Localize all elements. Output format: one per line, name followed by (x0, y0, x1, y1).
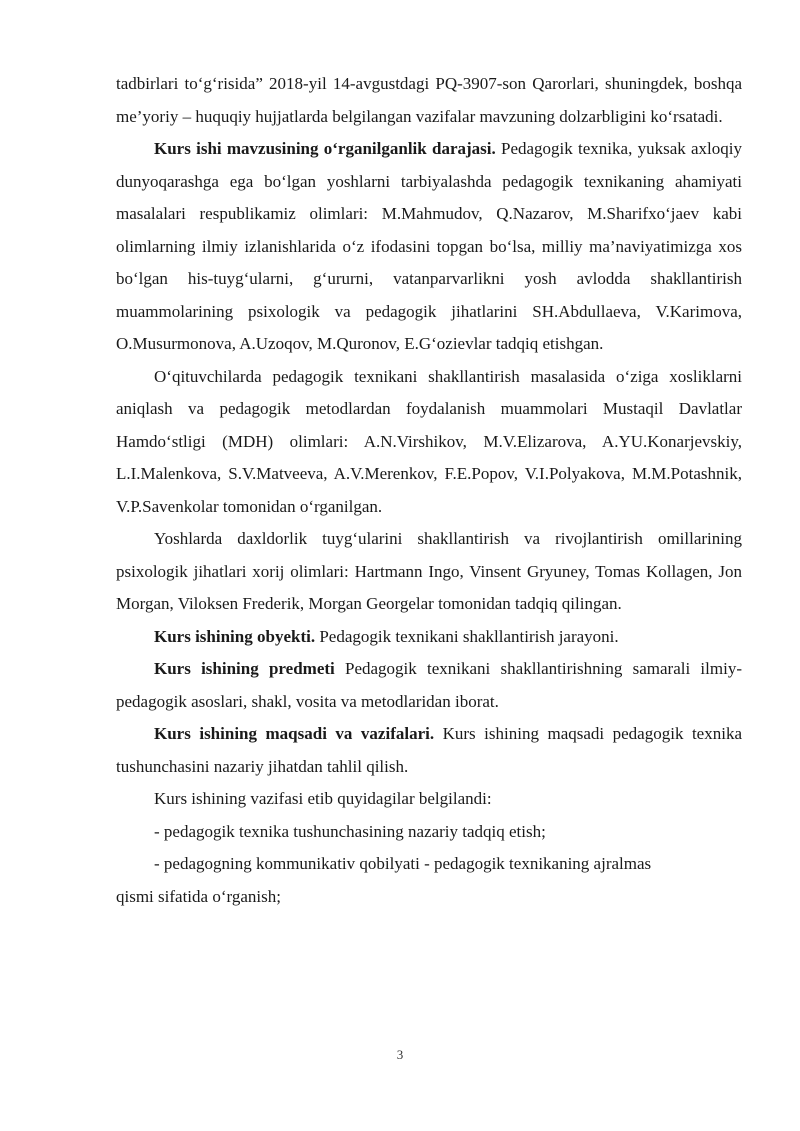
paragraph-foreign-scholars: Yoshlarda daxldorlik tuyg‘ularini shakllantirish va rivojlantirish omillarining psixologik jihatlari xorij olimlari: Hartmann Ingo, Vinsent Gryuney, Tomas Kollagen, Jon Morgan, Viloksen Frederik, Morgan Georgelar tomonidan tadqiq qilingan. (116, 529, 742, 613)
list-item-task-2-line-2: qismi sifatida o‘rganish; (116, 886, 281, 906)
paragraph-goals (116, 718, 742, 783)
text-study-level: Pedagogik texnika, yuksak axloqiy dunyoqarashga ega bo‘lgan yoshlarni tarbiyalashda pedagogik texnikaning ahamiyati masalalari respublikamiz olimlari: M.Mahmudov, Q.Nazarov, M.Sharifxo‘jaev kabi olimlarning ilmiy izlanishlarida o‘z ifodasini topgan bo‘lsa, milliy ma’naviyatimizga xos bo‘lgan his-tuyg‘ularni, g‘ururni, vatanparvarlikni yosh avlodda shakllantirish muammolarining psixologik va pedagogik jihatlarini SH.Abdullaeva, V.Karimova, O.Musurmonova, A.Uzoqov, M.Quronov, E.G‘ozievlar tadqiq etishgan. (116, 139, 742, 353)
paragraph-subject (116, 653, 742, 718)
heading-goals: Kurs ishining maqsadi va vazifalari. (154, 724, 435, 743)
heading-object: Kurs ishining obyekti. (154, 626, 316, 646)
text-goals: Kurs ishining maqsadi pedagogik texnika tushunchasini nazariy jihatdan tahlil qilish. (116, 724, 742, 776)
paragraph-object (116, 621, 742, 654)
heading-study-level: Kurs ishi mavzusining o‘rganilganlik darajasi. (154, 139, 496, 158)
document-page (116, 68, 742, 913)
list-item-task-2-line-1: - pedagogning kommunikativ qobilyati - pedagogik texnikaning ajralmas (154, 854, 652, 873)
heading-subject: Kurs ishining predmeti (154, 659, 335, 678)
paragraph-tasks-intro: Kurs ishining vazifasi etib quyidagilar belgilandi: (154, 789, 492, 808)
text-object: Pedagogik texnikani shakllantirish jarayoni. (315, 626, 619, 646)
paragraph-cis-scholars: O‘qituvchilarda pedagogik texnikani shakllantirish masalasida o‘ziga xosliklarni aniqlash va pedagogik metodlardan foydalanish muammolari Mustaqil Davlatlar Hamdo‘stligi (MDH) olimlari: A.N.Virshikov, M.V.Elizarova, A.YU.Konarjevskiy, L.I.Malenkova, S.V.Matveeva, A.V.Merenkov, F.E.Popov, V.I.Polyakova, M.M.Potashnik, V.P.Savenkolar tomonidan o‘rganilgan. (116, 366, 742, 516)
paragraph-intro-continuation: tadbirlari to‘g‘risida” 2018-yil 14-avgustdagi PQ-3907-son Qarorlari, shuningdek, boshqa me’yoriy – huquqiy hujjatlarda belgilangan vazifalar mavzuning dolzarbligini ko‘rsatadi. (116, 74, 742, 126)
text-subject: Pedagogik texnikani shakllantirishning samarali ilmiy-pedagogik asoslari, shakl, vosita va metodlaridan iborat. (116, 659, 742, 711)
page-number: 3 (396, 1047, 404, 1062)
list-item-task-1: - pedagogik texnika tushunchasining nazariy tadqiq etish; (154, 821, 546, 841)
paragraph-study-level (116, 133, 742, 361)
